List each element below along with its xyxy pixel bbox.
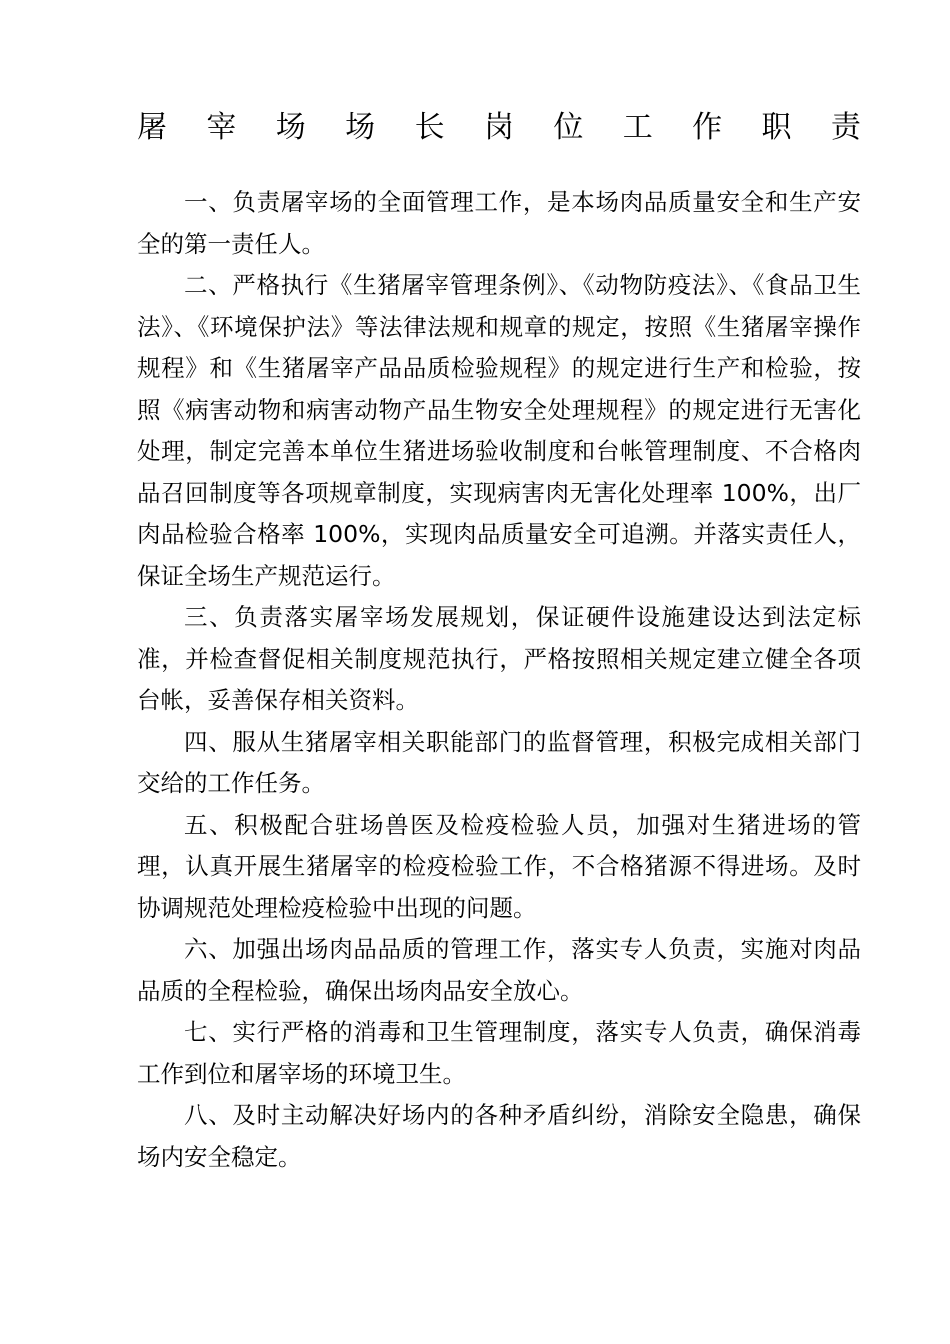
duty-paragraph-5: 五、积极配合驻场兽医及检疫检验人员，加强对生猪进场的管理，认真开展生猪屠宰的检疫检验工作，不合格猪源不得进场。及时协调规范处理检疫检验中出现的问题。: [137, 810, 861, 922]
title-char: 岗: [483, 110, 514, 145]
title-char: 场: [275, 110, 306, 145]
title-char: 工: [622, 110, 653, 145]
title-char: 宰: [206, 110, 237, 145]
document-page: [137, 100, 861, 1178]
title-char: 职: [761, 110, 792, 145]
duty-paragraph-6: 六、加强出场肉品品质的管理工作，落实专人负责，实施对肉品品质的全程检验，确保出场肉品安全放心。: [137, 935, 861, 1005]
duty-paragraph-4: 四、服从生猪屠宰相关职能部门的监督管理，积极完成相关部门交给的工作任务。: [137, 727, 861, 797]
title-char: 场: [345, 110, 376, 145]
title-char: 责: [830, 110, 861, 145]
duty-paragraph-7: 七、实行严格的消毒和卫生管理制度，落实专人负责，确保消毒工作到位和屠宰场的环境卫生。: [137, 1018, 861, 1088]
title-char: 位: [553, 110, 584, 145]
duty-paragraph-8: 八、及时主动解决好场内的各种矛盾纠纷，消除安全隐患，确保场内安全稳定。: [137, 1101, 861, 1171]
title-char: 长: [414, 110, 445, 145]
document-title: [137, 100, 861, 156]
duty-paragraph-3: 三、负责落实屠宰场发展规划，保证硬件设施建设达到法定标准，并检查督促相关制度规范执行，严格按照相关规定建立健全各项台帐，妥善保存相关资料。: [137, 603, 861, 714]
duty-paragraph-2: 二、严格执行《生猪屠宰管理条例》、《动物防疫法》、《食品卫生法》、《环境保护法》等法律法规和规章的规定，按照《生猪屠宰操作规程》和《生猪屠宰产品品质检验规程》的规定进行生产和检验，按照《病害动物和病害动物产品生物安全处理规程》的规定进行无害化处理，制定完善本单位生猪进场验收制度和台帐管理制度、不合格肉品召回制度等各项规章制度，实现病害肉无害化处理率 100%，出厂肉品检验合格率 100%，实现肉品质量安全可追溯。并落实责任人，保证全场生产规范运行。: [137, 271, 861, 590]
title-char: 屠: [137, 110, 167, 145]
title-char: 作: [692, 110, 723, 145]
duty-paragraph-1: 一、负责屠宰场的全面管理工作，是本场肉品质量安全和生产安全的第一责任人。: [137, 188, 861, 258]
